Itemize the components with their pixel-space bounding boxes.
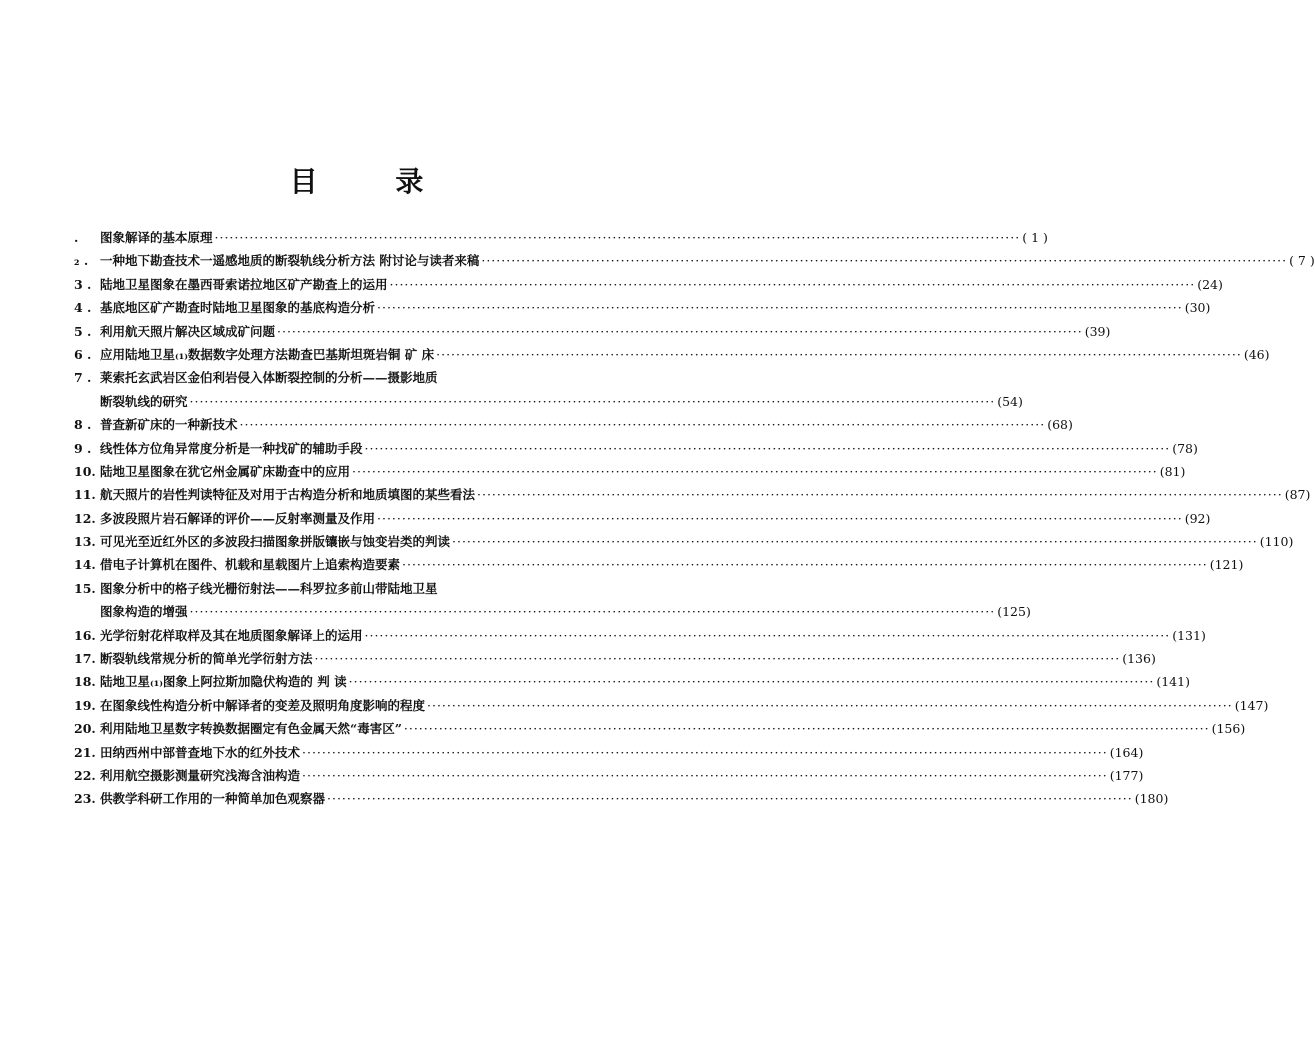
toc-entry-number: 9 . bbox=[74, 440, 92, 456]
toc-entry-number: 12. bbox=[74, 510, 96, 526]
toc-entry-number: 5 . bbox=[74, 323, 92, 339]
dot-leader bbox=[481, 249, 1287, 272]
toc-entry bbox=[74, 741, 1144, 764]
toc-entry-page: (24) bbox=[1197, 276, 1223, 292]
toc-entry-number: 20. bbox=[74, 721, 96, 737]
toc-entry-page: (39) bbox=[1084, 323, 1111, 339]
toc-entry-title: 基底地区矿产勘查时陆地卫星图象的基底构造分析 bbox=[100, 300, 376, 316]
toc-entry bbox=[74, 437, 1198, 460]
toc-entry-page: (141) bbox=[1156, 674, 1190, 690]
toc-entry-page: (136) bbox=[1122, 651, 1156, 667]
toc-entry-page: ( 1 ) bbox=[1022, 230, 1048, 245]
page-title: 目 录 bbox=[289, 165, 458, 198]
toc-entry-title: 莱索托玄武岩区金伯利岩侵入体断裂控制的分析——摄影地质 bbox=[100, 370, 438, 386]
toc-entry-page: (92) bbox=[1184, 510, 1211, 526]
toc-entry-title: 供教学科研工作用的一种简单加色观察器 bbox=[100, 791, 326, 807]
toc-entry-page: (46) bbox=[1243, 346, 1270, 362]
toc-entry-number: 23. bbox=[74, 791, 96, 807]
dot-leader bbox=[452, 530, 1258, 553]
toc-entry-title: 断裂轨线的研究 bbox=[100, 393, 188, 409]
toc-entry-title: 在图象线性构造分析中解译者的变差及照明角度影响的程度 bbox=[100, 697, 426, 713]
dot-leader bbox=[315, 647, 1121, 670]
toc-entry-page: (156) bbox=[1211, 721, 1246, 737]
toc-entry-title: 多波段照片岩石解译的评价——反射率测量及作用 bbox=[100, 510, 376, 526]
toc-entry-page: (110) bbox=[1259, 534, 1294, 550]
toc-entry-page: (121) bbox=[1209, 557, 1244, 573]
toc-entry-number: . bbox=[74, 230, 79, 245]
dot-leader bbox=[377, 296, 1183, 319]
toc-entry-title: 图象解译的基本原理 bbox=[100, 230, 213, 245]
dot-leader bbox=[436, 343, 1242, 366]
toc-entry bbox=[74, 764, 1144, 787]
toc-entry-page: (177) bbox=[1109, 767, 1144, 783]
toc-entry-title: 陆地卫星图象在犹它州金属矿床勘查中的应用 bbox=[100, 463, 351, 479]
toc-entry-page: (30) bbox=[1184, 300, 1211, 316]
dot-leader bbox=[365, 624, 1171, 647]
toc-entry bbox=[74, 320, 1111, 343]
toc-entry-page: (78) bbox=[1172, 440, 1198, 456]
toc-entry bbox=[74, 507, 1211, 530]
toc-entry-page: (68) bbox=[1047, 417, 1073, 433]
toc-entry-page: (87) bbox=[1284, 487, 1311, 503]
dot-leader bbox=[327, 787, 1133, 810]
table-of-contents bbox=[74, 226, 1315, 811]
toc-entry-number: 21. bbox=[74, 744, 96, 760]
toc-entry bbox=[74, 296, 1211, 319]
toc-entry bbox=[74, 553, 1244, 576]
toc-entry-number: 8 . bbox=[74, 417, 92, 433]
dot-leader bbox=[240, 413, 1046, 436]
toc-entry bbox=[74, 390, 1023, 413]
toc-entry bbox=[74, 483, 1311, 506]
dot-leader bbox=[352, 460, 1158, 483]
toc-entry-title: 利用陆地卫星数字转换数据圈定有色金属天然“毒害区” bbox=[100, 721, 402, 737]
toc-entry bbox=[74, 273, 1223, 296]
toc-entry-title: 利用航空摄影测量研究浅海含油构造 bbox=[100, 767, 301, 783]
dot-leader bbox=[190, 390, 996, 413]
toc-entry-number: 7 . bbox=[74, 370, 92, 386]
toc-entry bbox=[74, 413, 1073, 436]
toc-entry bbox=[74, 600, 1031, 623]
toc-entry-title: 航天照片的岩性判读特征及对用于古构造分析和地质填图的某些看法 bbox=[100, 487, 476, 503]
toc-entry bbox=[74, 249, 1315, 272]
toc-entry-title: 光学衍射花样取样及其在地质图象解译上的运用 bbox=[100, 627, 363, 643]
toc-entry-page: (125) bbox=[997, 604, 1031, 620]
toc-entry-title: 普查新矿床的一种新技术 bbox=[100, 417, 238, 433]
dot-leader bbox=[215, 226, 1021, 249]
toc-entry-number: 18. bbox=[74, 674, 96, 690]
toc-entry bbox=[74, 670, 1190, 693]
toc-entry bbox=[74, 787, 1169, 810]
toc-entry-page: (54) bbox=[997, 393, 1023, 409]
toc-entry-number: 14. bbox=[74, 557, 96, 573]
toc-entry-number: 11. bbox=[74, 487, 96, 503]
toc-entry-number: 6 . bbox=[74, 346, 92, 362]
toc-entry bbox=[74, 366, 626, 389]
toc-entry-number: 15. bbox=[74, 580, 96, 596]
dot-leader bbox=[349, 670, 1155, 693]
toc-entry-number: 16. bbox=[74, 627, 96, 643]
toc-entry bbox=[74, 694, 1269, 717]
toc-entry-number: 10. bbox=[74, 463, 96, 479]
toc-entry-page: (131) bbox=[1172, 627, 1206, 643]
toc-entry-number: 4 . bbox=[74, 300, 92, 316]
dot-leader bbox=[427, 694, 1233, 717]
toc-entry-title: 田纳西州中部普查地下水的红外技术 bbox=[100, 744, 301, 760]
toc-entry-page: (164) bbox=[1109, 744, 1144, 760]
toc-entry-page: ( 7 ) bbox=[1289, 253, 1315, 269]
toc-entry bbox=[74, 226, 1048, 249]
dot-leader bbox=[277, 320, 1083, 343]
dot-leader bbox=[365, 437, 1171, 460]
toc-entry-page: (147) bbox=[1234, 697, 1269, 713]
dot-leader bbox=[302, 764, 1108, 787]
dot-leader bbox=[402, 553, 1208, 576]
dot-leader bbox=[302, 741, 1108, 764]
toc-entry bbox=[74, 717, 1246, 740]
toc-entry-number: 22. bbox=[74, 767, 96, 783]
toc-entry-title: 图象分析中的格子线光栅衍射法——科罗拉多前山带陆地卫星 bbox=[100, 580, 438, 596]
toc-entry-title: 陆地卫星图象在墨西哥索诺拉地区矿产勘查上的运用 bbox=[100, 276, 388, 292]
dot-leader bbox=[404, 717, 1210, 740]
toc-entry-title: 图象构造的增强 bbox=[100, 604, 188, 620]
dot-leader bbox=[190, 600, 996, 623]
toc-entry-title: 可见光至近红外区的多波段扫描图象拼版镶嵌与蚀变岩类的判读 bbox=[100, 534, 451, 550]
toc-entry bbox=[74, 343, 1270, 366]
toc-entry-title: 借电子计算机在图件、机载和星载图片上追索构造要素 bbox=[100, 557, 401, 573]
toc-entry-title: 断裂轨线常规分析的简单光学衍射方法 bbox=[100, 651, 313, 667]
toc-entry-number: 17. bbox=[74, 651, 96, 667]
toc-entry-title: 线性体方位角异常度分析是一种找矿的辅助手段 bbox=[100, 440, 363, 456]
toc-entry-number: 19. bbox=[74, 697, 96, 713]
toc-entry-page: (81) bbox=[1159, 463, 1186, 479]
toc-entry-title: 利用航天照片解决区域成矿问题 bbox=[100, 323, 276, 339]
toc-entry bbox=[74, 530, 1294, 553]
toc-entry-number: ₂ . bbox=[74, 253, 89, 269]
toc-entry bbox=[74, 577, 626, 600]
dot-leader bbox=[377, 507, 1183, 530]
toc-entry bbox=[74, 624, 1206, 647]
toc-entry bbox=[74, 647, 1156, 670]
toc-entry-title: 一种地下勘查技术一遥感地质的断裂轨线分析方法 附讨论与读者来稿 bbox=[100, 253, 480, 269]
toc-entry-page: (180) bbox=[1134, 791, 1169, 807]
toc-entry-title: 应用陆地卫星₍₁₎数据数字处理方法勘查巴基斯坦斑岩铜 矿 床 bbox=[100, 346, 435, 362]
toc-entry-number: 3 . bbox=[74, 276, 92, 292]
dot-leader bbox=[477, 483, 1283, 506]
toc-entry-title: 陆地卫星₍₁₎图象上阿拉斯加隐伏构造的 判 读 bbox=[100, 674, 347, 690]
toc-entry-number: 13. bbox=[74, 534, 96, 550]
dot-leader bbox=[390, 273, 1196, 296]
toc-entry bbox=[74, 460, 1186, 483]
